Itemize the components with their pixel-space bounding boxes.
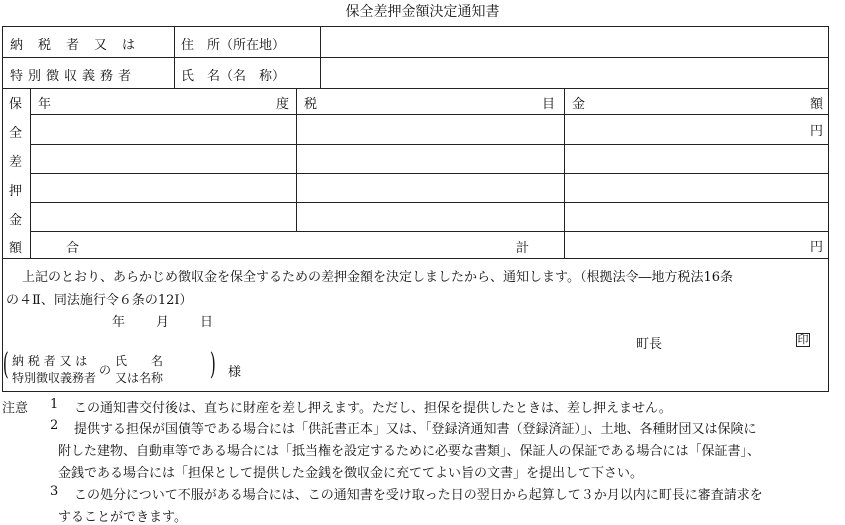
address-label: 住 所（所在地）: [181, 38, 286, 53]
col-tax-left: 税: [304, 97, 318, 112]
addressee-top: 納 税 者 又 は: [12, 354, 88, 368]
notice-text-line2: の４Ⅱ、同法施行令６条の12Ⅰ）: [6, 293, 193, 308]
taxpayer-label: 納 税 者 又 は: [10, 38, 137, 53]
left-paren: (: [2, 347, 9, 382]
rule-header-value-divider: [320, 26, 321, 88]
side-label-0: 保: [9, 97, 23, 112]
addressee-mid: の: [99, 363, 112, 377]
note2-line1: 提供する担保が国債等である場合には「供託書正本」又は、「登録済通知書（登録済証）」、土地、各種財団又は保険に: [74, 422, 757, 437]
total-left: 合: [66, 241, 80, 256]
rule-row1: [30, 144, 829, 145]
yen-total: 円: [810, 240, 824, 255]
addressee-name-bottom: 又は名称: [115, 371, 164, 385]
rule-row3: [30, 202, 829, 203]
col-year-left: 年: [38, 97, 52, 112]
rule-year-tax: [296, 88, 297, 231]
note1-number: 1: [50, 397, 59, 412]
side-label-5: 額: [9, 241, 23, 256]
col-amount-left: 金: [572, 97, 586, 112]
official-seal: 印: [797, 333, 809, 346]
note3-line1: この処分について不服がある場合には、この通知書を受け取った日の翌日から起算して３か月以内に町長に審査請求を: [74, 488, 763, 503]
total-right: 計: [516, 241, 530, 256]
note3-number: 3: [50, 484, 59, 499]
rule-table-header: [30, 114, 829, 115]
note2-line2: 附した建物、自動車等である場合には「抵当権を設定するために必要な書類」、保証人の保証である場合には「保証書」、: [58, 444, 761, 459]
date-year: 年: [112, 315, 126, 330]
document-title: 保全差押金額決定通知書: [345, 4, 500, 20]
notes-heading: 注意: [2, 401, 29, 416]
honorific-sama: 様: [228, 365, 242, 380]
addressee-bottom: 特別徴収義務者: [12, 371, 97, 385]
rule-total: [2, 258, 829, 259]
mayor-label: 町長: [636, 337, 663, 352]
note2-line3: 金銭である場合には「担保として提供した金銭を徴収金に充ててよい旨の文書」を提出して下さい。: [58, 466, 644, 481]
side-label-3: 押: [9, 184, 23, 199]
date-month: 月: [156, 315, 170, 330]
rule-side-label: [30, 88, 31, 258]
side-label-2: 差: [9, 155, 23, 170]
addressee-name-top: 氏 名: [115, 354, 164, 368]
note1-text: この通知書交付後は、直ちに財産を差し押えます。ただし、担保を提供したときは、差し押えません。: [74, 401, 672, 416]
col-amount-right: 額: [810, 97, 824, 112]
note3-line2: することができます。: [58, 510, 187, 525]
rule-row2: [30, 173, 829, 174]
date-day: 日: [200, 315, 214, 330]
side-label-4: 金: [9, 213, 23, 228]
right-paren: ): [209, 347, 216, 382]
rule-name: [2, 88, 829, 89]
rule-tax-amount: [564, 88, 565, 258]
name-label: 氏 名（名 称）: [181, 69, 286, 84]
rule-address: [2, 57, 829, 58]
side-label-1: 全: [9, 126, 23, 141]
special-collector-label: 特別徴収義務者: [10, 69, 137, 84]
rule-header-divider: [174, 26, 175, 88]
yen-row1: 円: [810, 124, 824, 139]
rule-row4: [30, 231, 829, 232]
col-tax-right: 目: [542, 97, 556, 112]
note2-number: 2: [50, 418, 59, 433]
notice-text-line1: 上記のとおり、あらかじめ徴収金を保全するための差押金額を決定しましたから、通知します。（根拠法令―地方税法16条: [22, 270, 734, 285]
col-year-right: 度: [276, 97, 290, 112]
